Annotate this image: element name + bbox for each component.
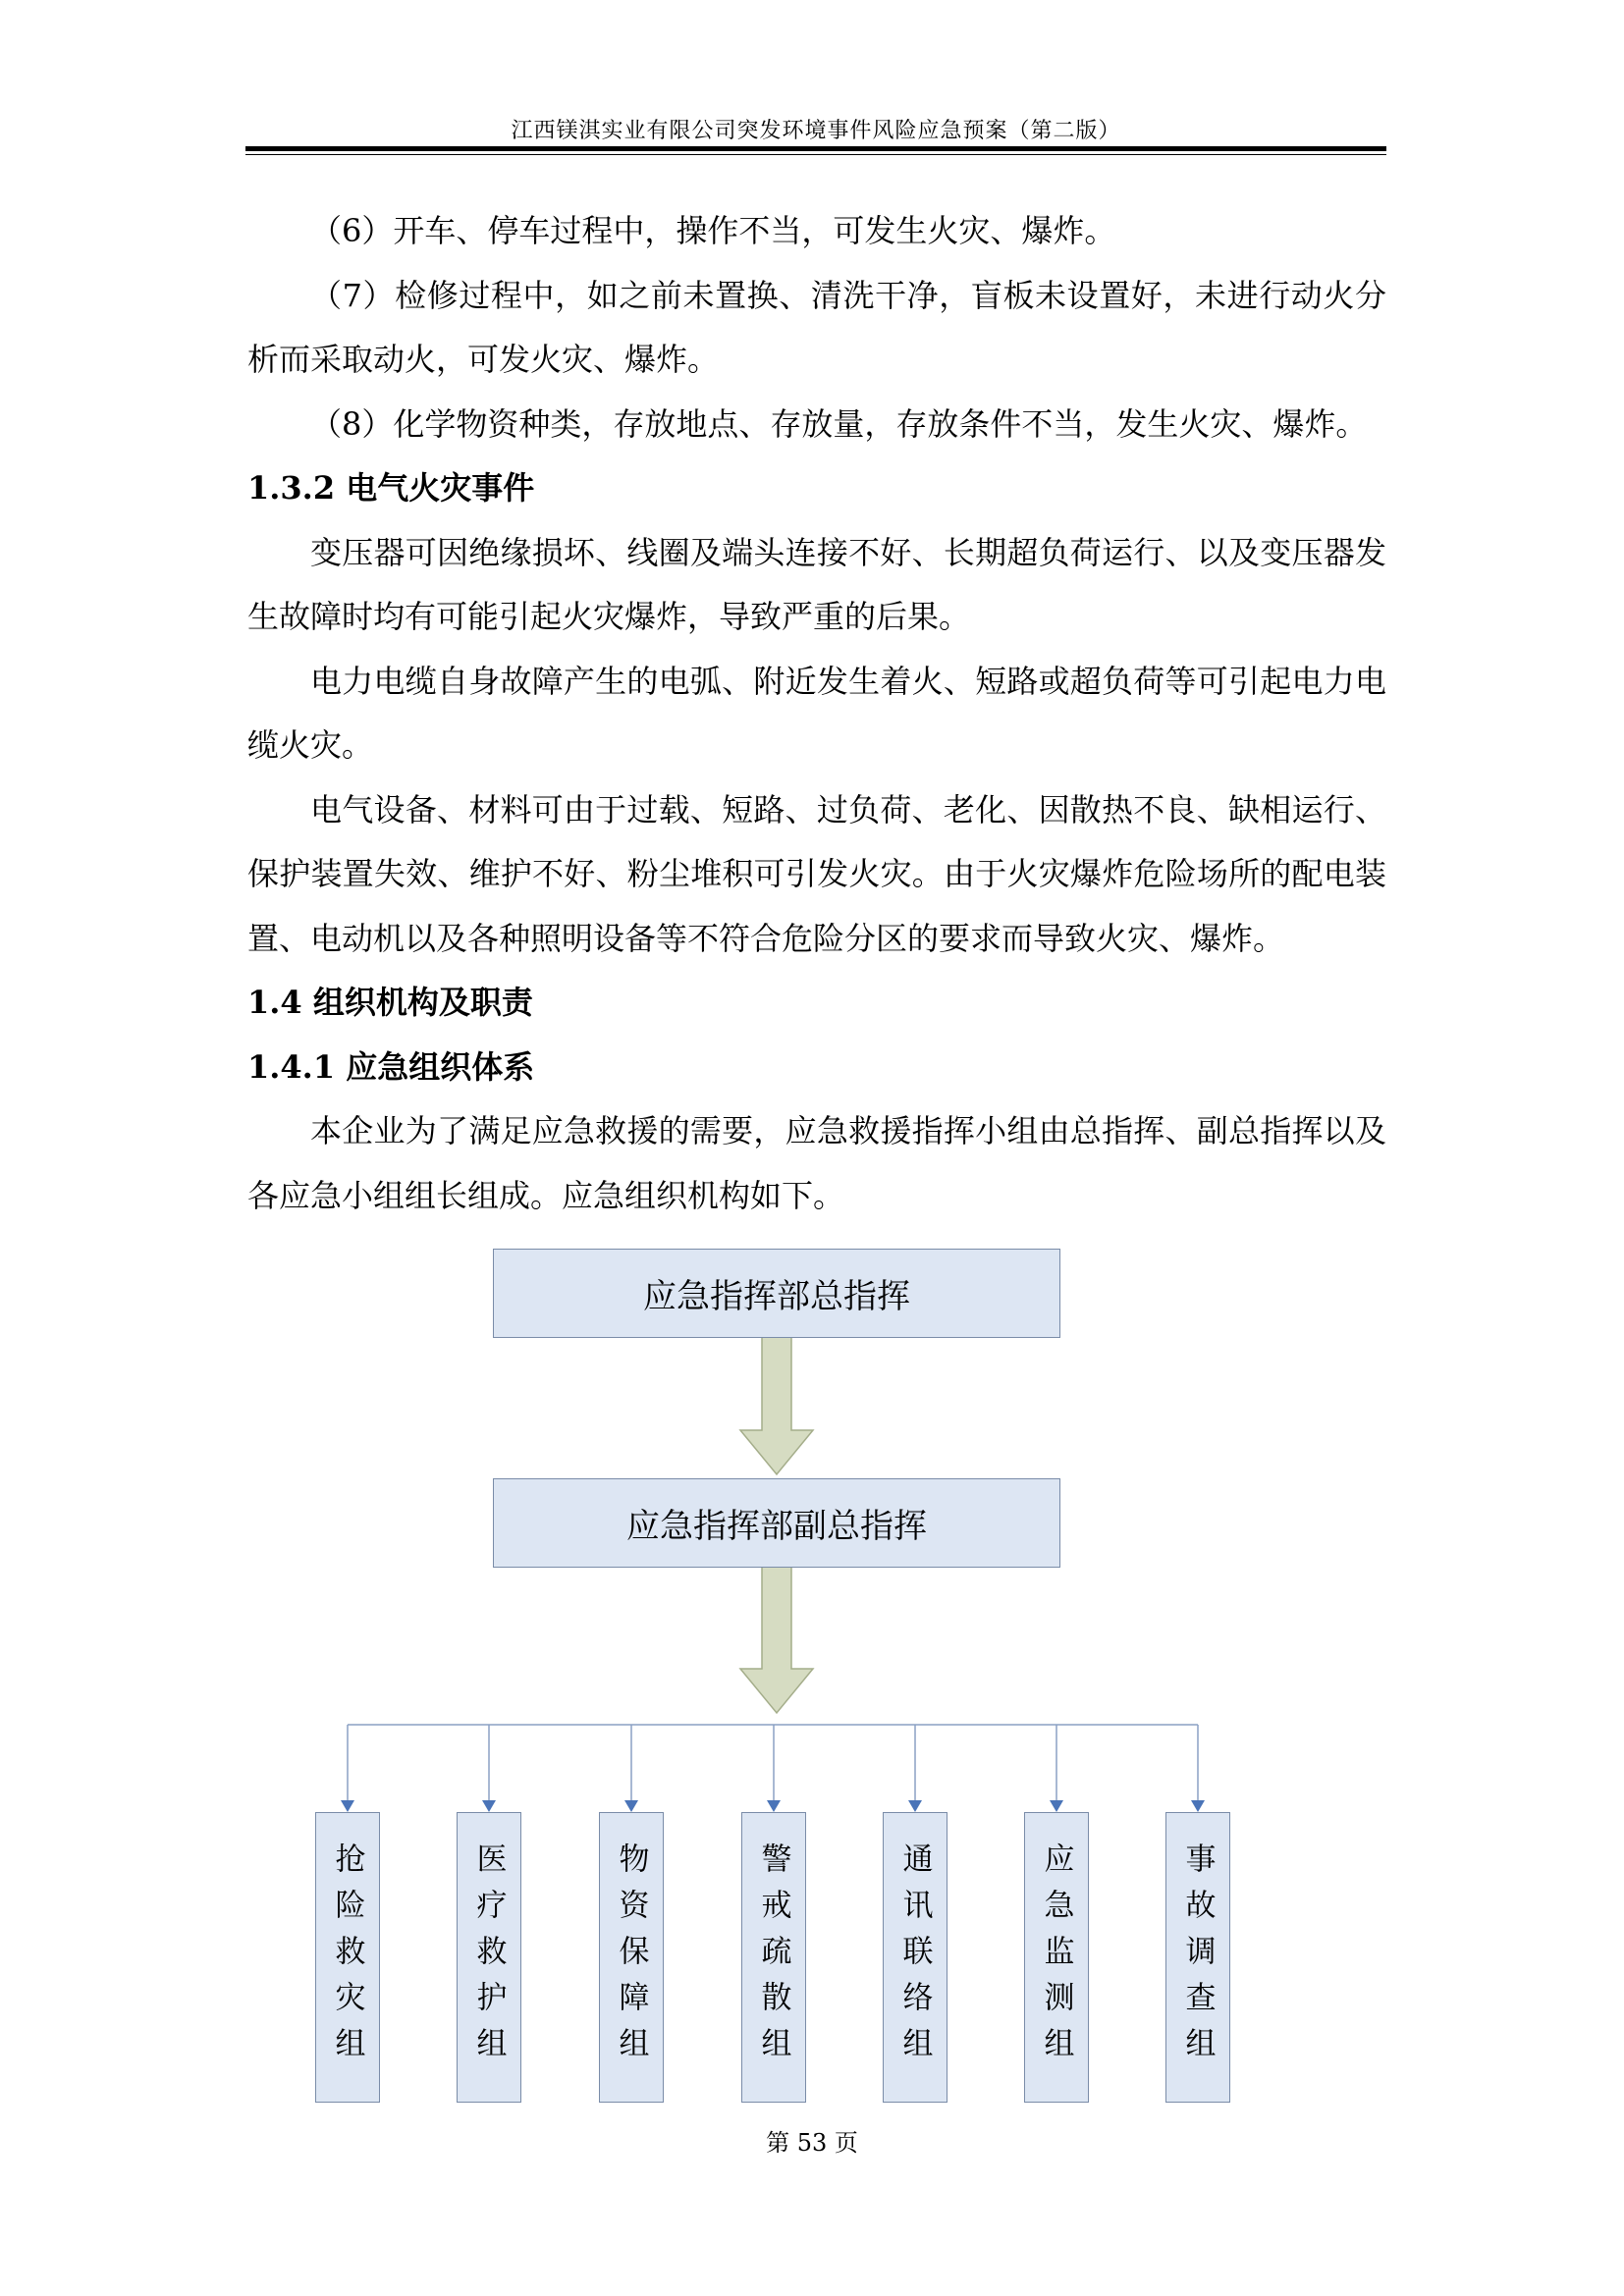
- group-box-monitoring: 应急监测组: [1024, 1812, 1089, 2103]
- branch-lines: [348, 1725, 1198, 1802]
- commander-box: 应急指挥部总指挥: [493, 1249, 1060, 1338]
- down-arrow: [740, 1567, 813, 1713]
- group-box-investigation: 事故调查组: [1165, 1812, 1230, 2103]
- deputy-commander-box: 应急指挥部副总指挥: [493, 1478, 1060, 1568]
- section-heading: 1.4 组织机构及职责: [247, 984, 533, 1021]
- paragraph: （7）检修过程中，如之前未置换、清洗干净，盲板未设置好，未进行动火分析而采取动火，可发火灾、爆炸。: [247, 276, 1386, 378]
- group-box-evacuation: 警戒疏散组: [741, 1812, 806, 2103]
- group-box-communication: 通讯联络组: [883, 1812, 947, 2103]
- paragraph: 电气设备、材料可由于过载、短路、过负荷、老化、因散热不良、缺相运行、保护装置失效、维护不好、粉尘堆积可引发火灾。由于火灾爆炸危险场所的配电装置、电动机以及各种照明设备等不符合危险分区的要求而导致火灾、爆炸。: [247, 790, 1386, 957]
- paragraph: 变压器可因绝缘损坏、线圈及端头连接不好、长期超负荷运行、以及变压器发生故障时均有可能引起火灾爆炸，导致严重的后果。: [247, 533, 1386, 635]
- paragraph: （8）化学物资种类，存放地点、存放量，存放条件不当，发生火灾、爆炸。: [310, 404, 1368, 443]
- paragraph: 本企业为了满足应急救援的需要，应急救援指挥小组由总指挥、副总指挥以及各应急小组组长组成。应急组织机构如下。: [247, 1112, 1386, 1214]
- document-header: 江西镁淇实业有限公司突发环境事件风险应急预案（第二版）: [511, 119, 1121, 143]
- group-box-supplies: 物资保障组: [599, 1812, 664, 2103]
- section-heading: 1.4.1 应急组织体系: [247, 1047, 535, 1086]
- paragraph: （6）开车、停车过程中，操作不当，可发生火灾、爆炸。: [310, 212, 1116, 249]
- group-box-rescue: 抢险救灾组: [315, 1812, 380, 2103]
- group-box-medical: 医疗救护组: [457, 1812, 521, 2103]
- section-heading: 1.3.2 电气火灾事件: [247, 469, 535, 507]
- page-number: 第 53 页: [766, 2129, 858, 2157]
- down-arrow: [740, 1337, 813, 1474]
- paragraph: 电力电缆自身故障产生的电弧、附近发生着火、短路或超负荷等可引起电力电缆火灾。: [247, 662, 1386, 764]
- branch-arrowheads: [341, 1800, 1205, 1812]
